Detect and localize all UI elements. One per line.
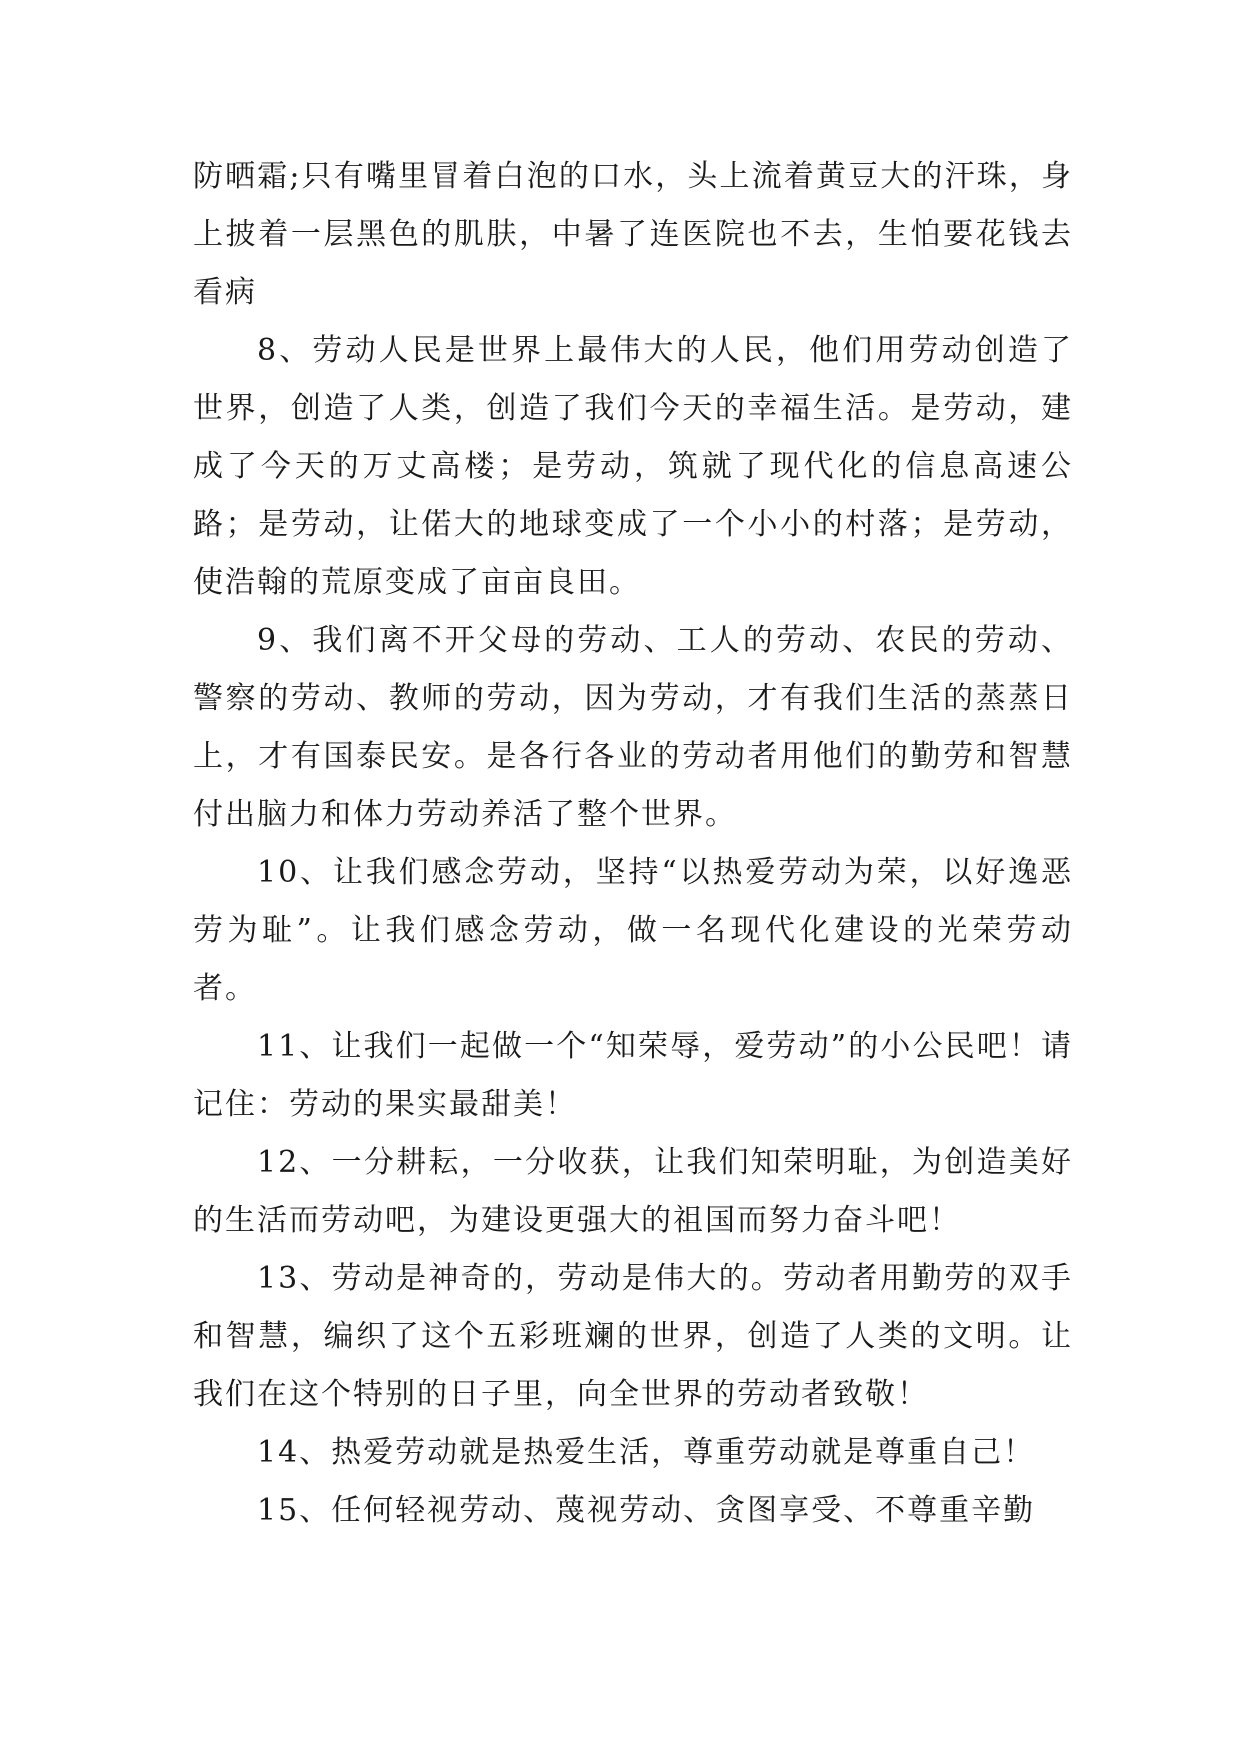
paragraph-item-9: 9、我们离不开父母的劳动、工人的劳动、农民的劳动、警察的劳动、教师的劳动，因为劳动，才有我们生活的蒸蒸日上，才有国泰民安。是各行各业的劳动者用他们的勤劳和智慧付出脑力和体力劳动养活了整个世界。 <box>193 623 1073 832</box>
paragraph-item-14: 14、热爱劳动就是热爱生活，尊重劳动就是尊重自己！ <box>257 1435 1036 1470</box>
paragraph-item-11: 11、让我们一起做一个“知荣辱，爱劳动”的小公民吧！请记住：劳动的果实最甜美！ <box>193 1029 1073 1122</box>
document-body <box>193 148 1073 1540</box>
paragraph-item-15: 15、任何轻视劳动、蔑视劳动、贪图享受、不尊重辛勤 <box>257 1493 1036 1528</box>
paragraph-item-10: 10、让我们感念劳动，坚持“以热爱劳动为荣，以好逸恶劳为耻”。让我们感念劳动，做一名现代化建设的光荣劳动者。 <box>193 855 1073 1006</box>
paragraph-continued: 防晒霜;只有嘴里冒着白泡的口水，头上流着黄豆大的汗珠，身上披着一层黑色的肌肤，中暑了连医院也不去，生怕要花钱去看病 <box>193 159 1073 310</box>
paragraph-item-13: 13、劳动是神奇的，劳动是伟大的。劳动者用勤劳的双手和智慧，编织了这个五彩班斓的世界，创造了人类的文明。让我们在这个特别的日子里，向全世界的劳动者致敬！ <box>193 1261 1073 1412</box>
paragraph-item-12: 12、一分耕耘，一分收获，让我们知荣明耻，为创造美好的生活而劳动吧，为建设更强大的祖国而努力奋斗吧！ <box>193 1145 1073 1238</box>
paragraph-item-8: 8、劳动人民是世界上最伟大的人民，他们用劳动创造了世界，创造了人类，创造了我们今天的幸福生活。是劳动，建成了今天的万丈高楼；是劳动，筑就了现代化的信息高速公路；是劳动，让偌大的地球变成了一个小小的村落；是劳动，使浩翰的荒原变成了亩亩良田。 <box>193 333 1073 600</box>
